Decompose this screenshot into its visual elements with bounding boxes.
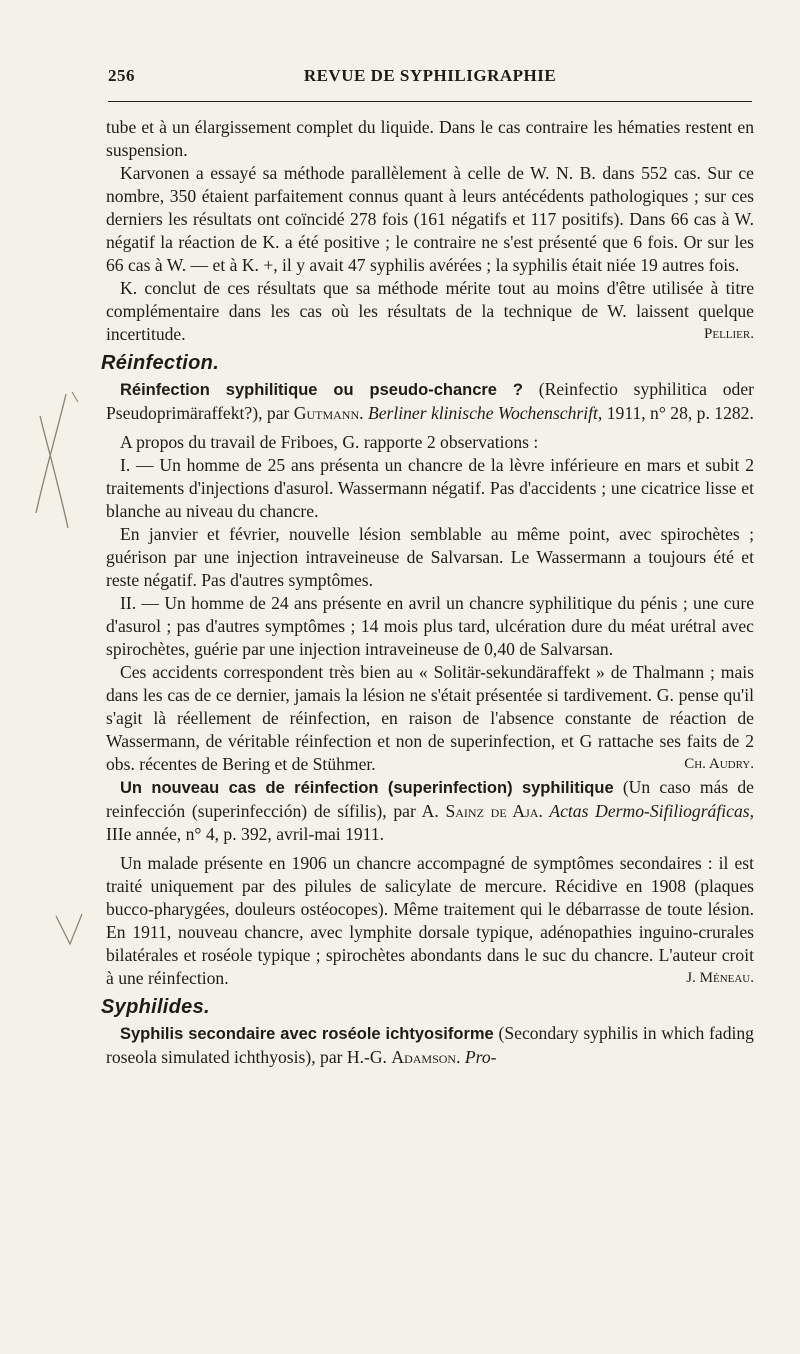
paragraph <box>106 852 754 990</box>
paragraph-text: II. — Un homme de 24 ans présente en avril un chancre syphilitique du pénis ; une cure d'asurol ; pas d'autres symptômes ; 14 mois plus tard, ulcération dure du méat urétral avec spirochètes, guérie par une injection intraveineuse de 0,40 de Salvarsan. <box>106 593 754 659</box>
article-body <box>101 116 755 1069</box>
journal-name: Pro- <box>460 1047 497 1067</box>
header-rule <box>108 101 752 102</box>
paragraph-text: Karvonen a essayé sa méthode parallèlement à celle de W. N. B. dans 552 cas. Sur ce nombre, 350 étaient parfaitement connus quant à leurs antécédents pathologiques ; sur ces derniers les résultats ont coïncidé 278 fois (161 négatifs et 117 positifs). Dans 66 cas à W. négatif la réaction de K. a été positive ; le contraire ne s'est présenté que 6 fois. Or sur les 66 cas à W. — et à K. +, il y avait 47 syphilis avérées ; la syphilis était niée 19 autres fois. <box>106 163 754 275</box>
pencil-v-mark <box>52 910 92 970</box>
reference-details: 1911, n° 28, p. 1282. <box>602 403 754 423</box>
reference-text: (Reinfectio syphilitica oder Pseudoprimäraffekt?), par <box>106 379 755 423</box>
author-name: Sainz de Aja. <box>445 801 543 821</box>
page-number: 256 <box>108 66 135 85</box>
author-signature: Ch. Audry. <box>684 756 754 772</box>
paragraph-text: Un malade présente en 1906 un chancre accompagné de symptômes secondaires : il est traité uniquement par des pilules de salicylate de mercure. Récidive en 1908 (plaques bucco-pharygées, douleurs ostéocopes). Même traitement qui le débarrasse de toute lésion. En 1911, nouveau chancre, avec lymphite dorsale typique, adénopathies inguino-crurales bilatérales et roséole typique ; spirochètes abondants dans le suc du chancre. L'auteur croit à une réinfection. <box>106 853 754 988</box>
paragraph <box>106 523 754 592</box>
reference-text: (Secondary syphilis in which fading roseola simulated ichthyosis), par H.-G. <box>106 1023 754 1067</box>
pencil-x-mark <box>28 388 88 538</box>
section-heading: Réinfection. <box>101 352 220 374</box>
article-reference <box>106 378 754 425</box>
paragraph-text: Ces accidents correspondent très bien au « Solitär-sekundäraffekt » de Thalmann ; mais dans les cas de ce dernier, jamais la lésion ne s'était présentée si tardivement. G. pense qu'il s'agit là réellement de réinfection, en raison de l'absence constante de réaction de Wassermann, de véritable réinfection et non de superinfection, et G rattache ses faits de 2 obs. récentes de Bering et de Stühmer. <box>106 662 754 774</box>
paragraph <box>106 431 754 454</box>
author-signature: Pellier. <box>704 326 754 342</box>
article-reference <box>106 1022 754 1069</box>
paragraph-text: K. conclut de ces résultats que sa méthode mérite tout au moins d'être utilisée à titre complémentaire dans les cas où les résultats de la technique de W. laissent quelque incertitude. <box>106 278 754 344</box>
reference-text: (Un caso más de reinfección (superinfección) de sífilis), par A. <box>106 777 754 821</box>
journal-name: Actas Dermo-Sifiliográficas, <box>542 801 754 821</box>
article-reference <box>106 776 754 846</box>
reference-details: IIIe année, n° 4, p. 392, avril-mai 1911. <box>106 824 385 844</box>
paragraph <box>106 162 754 277</box>
author-name: Gutmann. <box>293 403 364 423</box>
author-signature: J. Méneau. <box>686 970 754 986</box>
paragraph-text: A propos du travail de Friboes, G. rapporte 2 observations : <box>120 432 539 452</box>
article-title: Réinfection syphilitique ou pseudo-chancre ? <box>120 381 524 399</box>
journal-title: REVUE DE SYPHILIGRAPHIE <box>303 66 557 85</box>
author-name: Adamson. <box>391 1047 461 1067</box>
journal-name: Berliner klinische Wochenschrift, <box>363 403 603 423</box>
paragraph <box>106 454 754 523</box>
paragraph-text: tube et à un élargissement complet du liquide. Dans le cas contraire les hématies restent en suspension. <box>106 117 754 160</box>
paragraph <box>106 592 754 661</box>
paragraph <box>106 116 754 162</box>
paragraph <box>106 277 754 346</box>
article-title: Syphilis secondaire avec roséole ichtyosiforme <box>120 1025 494 1043</box>
paragraph-text: I. — Un homme de 25 ans présenta un chancre de la lèvre inférieure en mars et subit 2 traitements d'injections d'asurol. Wassermann négatif. Pas d'accidents ; une cicatrice lisse et blanche au niveau du chancre. <box>106 455 754 521</box>
paragraph <box>106 661 754 776</box>
article-title: Un nouveau cas de réinfection (superinfection) syphilitique <box>120 779 614 797</box>
running-header <box>108 66 752 86</box>
paragraph-text: En janvier et février, nouvelle lésion semblable au même point, avec spirochètes ; guérison par une injection intraveineuse de Salvarsan. Le Wassermann a toujours été et reste négatif. Pas d'autres symptômes. <box>106 524 754 590</box>
section-heading: Syphilides. <box>101 996 210 1018</box>
